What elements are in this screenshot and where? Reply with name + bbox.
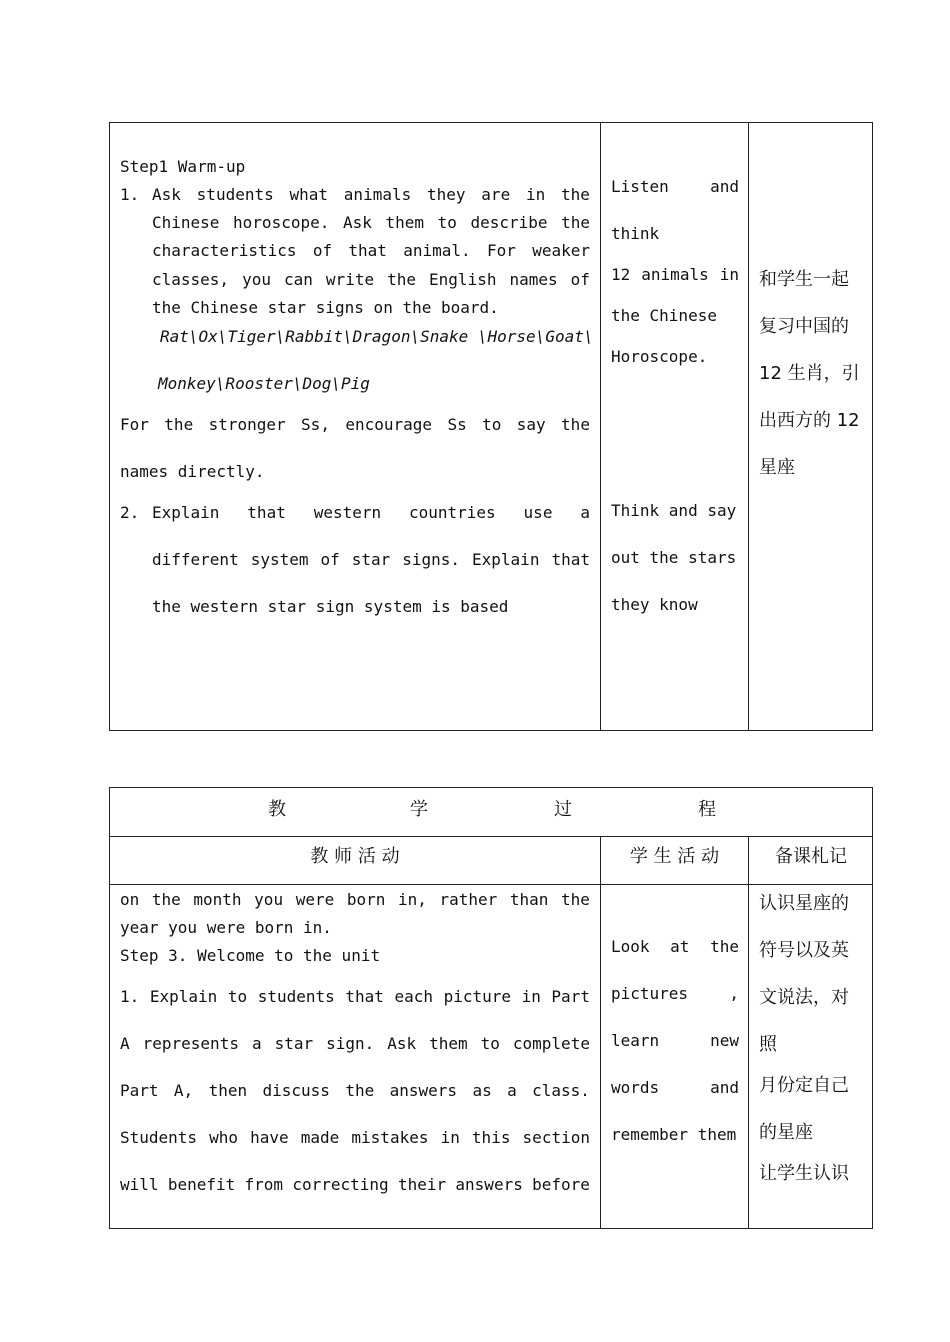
text-line: Horoscope. — [611, 347, 708, 366]
text-line: the Chinese — [611, 306, 717, 325]
title-char: 教 — [268, 799, 286, 820]
title-char: 学 — [410, 799, 428, 820]
text-line: Part A, then discuss the answers as a class. — [120, 1081, 590, 1100]
text-line: different system of star signs. Explain that — [152, 550, 590, 569]
text-line: Chinese horoscope. Ask them to describe the — [152, 213, 590, 232]
lesson-table-1 — [109, 122, 873, 731]
notes-cell — [749, 123, 873, 730]
text-line: words and — [611, 1078, 739, 1097]
note-line: 复习中国的 — [759, 316, 849, 337]
title-char: 过 — [554, 799, 572, 820]
text-line: 1. Explain to students that each picture in Part — [120, 987, 590, 1006]
header-label: 备课札记 — [775, 846, 847, 867]
text-line: classes, you can write the English names of — [152, 270, 590, 289]
text-line: Ask students what animals they are in the — [152, 185, 590, 204]
text-line: on the month you were born in, rather than the — [120, 890, 590, 909]
text-line: Listen and — [611, 177, 739, 196]
teaching-process-title — [110, 788, 872, 836]
animal-list: Rat\Ox\Tiger\Rabbit\Dragon\Snake \Horse\Goat\ — [160, 327, 594, 346]
note-line: 符号以及英 — [759, 940, 849, 961]
note-line: 的星座 — [759, 1122, 813, 1143]
text-line: the western star sign system is based — [152, 597, 509, 616]
text-line: names directly. — [120, 462, 265, 481]
note-line: 12 生肖，引 — [759, 363, 860, 384]
list-number: 2. — [120, 503, 140, 522]
note-line: 让学生认识 — [759, 1163, 849, 1184]
note-line: 星座 — [759, 457, 795, 478]
text-line: they know — [611, 595, 698, 614]
teacher-activity-cell — [110, 123, 600, 730]
text-line: year you were born in. — [120, 918, 332, 937]
step3-heading: Step 3. Welcome to the unit — [120, 946, 381, 965]
text-line: 12 animals in — [611, 265, 739, 284]
text-line: out the stars — [611, 548, 737, 567]
text-line: pictures , — [611, 984, 739, 1003]
text-line: the Chinese star signs on the board. — [152, 298, 499, 317]
text-line: think — [611, 224, 660, 243]
title-char: 程 — [698, 799, 716, 820]
student-activity-cell — [601, 123, 748, 730]
note-line: 和学生一起 — [759, 269, 849, 290]
note-line: 月份定自己 — [759, 1075, 849, 1096]
student-activity-cell — [601, 885, 748, 1229]
text-line: Look at the — [611, 937, 739, 956]
step1-heading: Step1 Warm-up — [120, 157, 246, 176]
text-line: characteristics of that animal. For weaker — [152, 241, 590, 260]
header-notes — [749, 837, 873, 884]
note-line: 文说法，对 — [759, 987, 849, 1008]
text-line: Students who have made mistakes in this section — [120, 1128, 590, 1147]
header-label: 学 生 活 动 — [629, 846, 720, 867]
header-label: 教 师 活 动 — [310, 846, 400, 867]
text-line: Explain that western countries use a — [152, 503, 590, 522]
text-line: A represents a star sign. Ask them to complete — [120, 1034, 590, 1053]
notes-cell — [749, 885, 873, 1229]
note-line: 照 — [759, 1034, 777, 1055]
note-line: 出西方的 12 — [759, 410, 860, 431]
lesson-table-2 — [109, 787, 873, 1229]
text-line: For the stronger Ss, encourage Ss to say the — [120, 415, 590, 434]
animal-list: Monkey\Rooster\Dog\Pig — [158, 374, 370, 393]
note-line: 认识星座的 — [759, 893, 849, 914]
list-number: 1. — [120, 185, 140, 204]
text-line: remember them — [611, 1125, 737, 1144]
header-teacher-activity — [110, 837, 600, 884]
header-student-activity — [601, 837, 748, 884]
text-line: learn new — [611, 1031, 739, 1050]
teacher-activity-cell — [110, 885, 600, 1229]
text-line: will benefit from correcting their answers before — [120, 1175, 590, 1194]
text-line: Think and say — [611, 501, 737, 520]
